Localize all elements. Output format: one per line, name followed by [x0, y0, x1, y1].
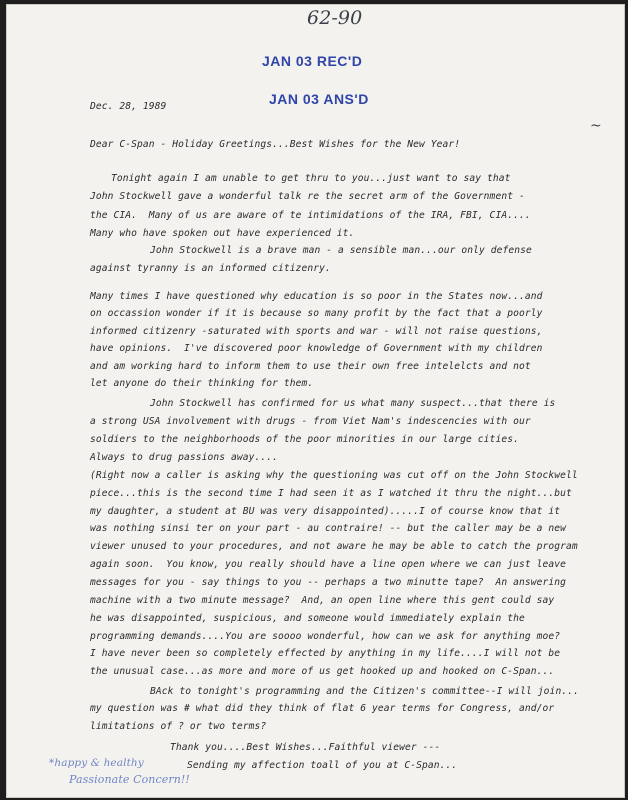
letter-line: limitations of ? or two terms?: [90, 721, 267, 732]
letter-line: viewer unused to your procedures, and not aware he may be able to catch the program: [90, 541, 578, 552]
letter-line: and am working hard to inform them to use their own free intelelcts and not: [90, 361, 531, 372]
letter-line: the CIA. Many of us are aware of te intimidations of the IRA, FBI, CIA....: [90, 210, 531, 221]
letter-line: again soon. You know, you really should have a line open where we can just leave: [90, 559, 566, 570]
margin-mark: ~: [590, 118, 602, 134]
letter-line: programming demands....You are soooo wonderful, how can we ask for anything moe?: [90, 631, 561, 642]
closing-line: Sending my affection toall of you at C-Span...: [187, 760, 458, 771]
letter-line: I have never been so completely effected by anything in my life....I will not be: [90, 648, 561, 659]
letter-line: soldiers to the neighborhoods of the poor minorities in our large cities.: [90, 434, 519, 445]
letter-line: Tonight again I am unable to get thru to you...just want to say that: [111, 173, 511, 184]
letter-date: Dec. 28, 1989: [90, 101, 167, 112]
letter-line: the unusual case...as more and more of us get hooked up and hooked on C-Span...: [90, 666, 555, 677]
letter-line: Always to drug passions away....: [90, 452, 279, 463]
letter-line: piece...this is the second time I had seen it as I watched it thru the night...but: [90, 488, 572, 499]
letter-line: John Stockwell gave a wonderful talk re the secret arm of the Government -: [90, 191, 525, 202]
received-stamp: JAN 03 REC'D: [262, 53, 363, 69]
letter-line: a strong USA involvement with drugs - from Viet Nam's indescencies with our: [90, 416, 531, 427]
letter-line: Many who have spoken out have experienced it.: [90, 228, 355, 239]
letter-line: (Right now a caller is asking why the questioning was cut off on the John Stockwell: [90, 470, 578, 481]
letter-page: [6, 4, 625, 798]
letter-line: John Stockwell has confirmed for us what many suspect...that there is: [150, 398, 556, 409]
handwritten-note-line1: *happy & healthy: [49, 757, 144, 769]
letter-line: he was disappointed, suspicious, and someone would immediately explain the: [90, 613, 525, 624]
letter-line: against tyranny is an informed citizenry.: [90, 263, 331, 274]
letter-line: was nothing sinsi ter on your part - au contraire! -- but the caller may be a new: [90, 523, 566, 534]
letter-line: Many times I have questioned why education is so poor in the States now...and: [90, 291, 543, 302]
letter-line: my daughter, a student at BU was very disappointed).....I of course know that it: [90, 506, 561, 517]
letter-line: machine with a two minute message? And, an open line where this gent could say: [90, 595, 555, 606]
letter-line: have opinions. I've discovered poor knowledge of Government with my children: [90, 343, 543, 354]
salutation: Dear C-Span - Holiday Greetings...Best Wishes for the New Year!: [90, 139, 461, 150]
letter-line: messages for you - say things to you -- perhaps a two minutte tape? An answering: [90, 577, 566, 588]
answered-stamp: JAN 03 ANS'D: [269, 91, 369, 107]
letter-line: let anyone do their thinking for them.: [90, 378, 314, 389]
letter-line: on occassion wonder if it is because so many profit by the fact that a poorly: [90, 308, 543, 319]
letter-line: my question was # what did they think of flat 6 year terms for Congress, and/or: [90, 703, 555, 714]
letter-line: John Stockwell is a brave man - a sensible man...our only defense: [150, 245, 532, 256]
file-number: 62-90: [307, 7, 363, 29]
handwritten-note-line2: Passionate Concern!!: [69, 773, 190, 786]
letter-line: informed citizenry -saturated with sports and war - will not raise questions,: [90, 326, 543, 337]
letter-line: BAck to tonight's programming and the Citizen's committee--I will join...: [150, 686, 579, 697]
closing-line: Thank you....Best Wishes...Faithful viewer ---: [170, 742, 441, 753]
